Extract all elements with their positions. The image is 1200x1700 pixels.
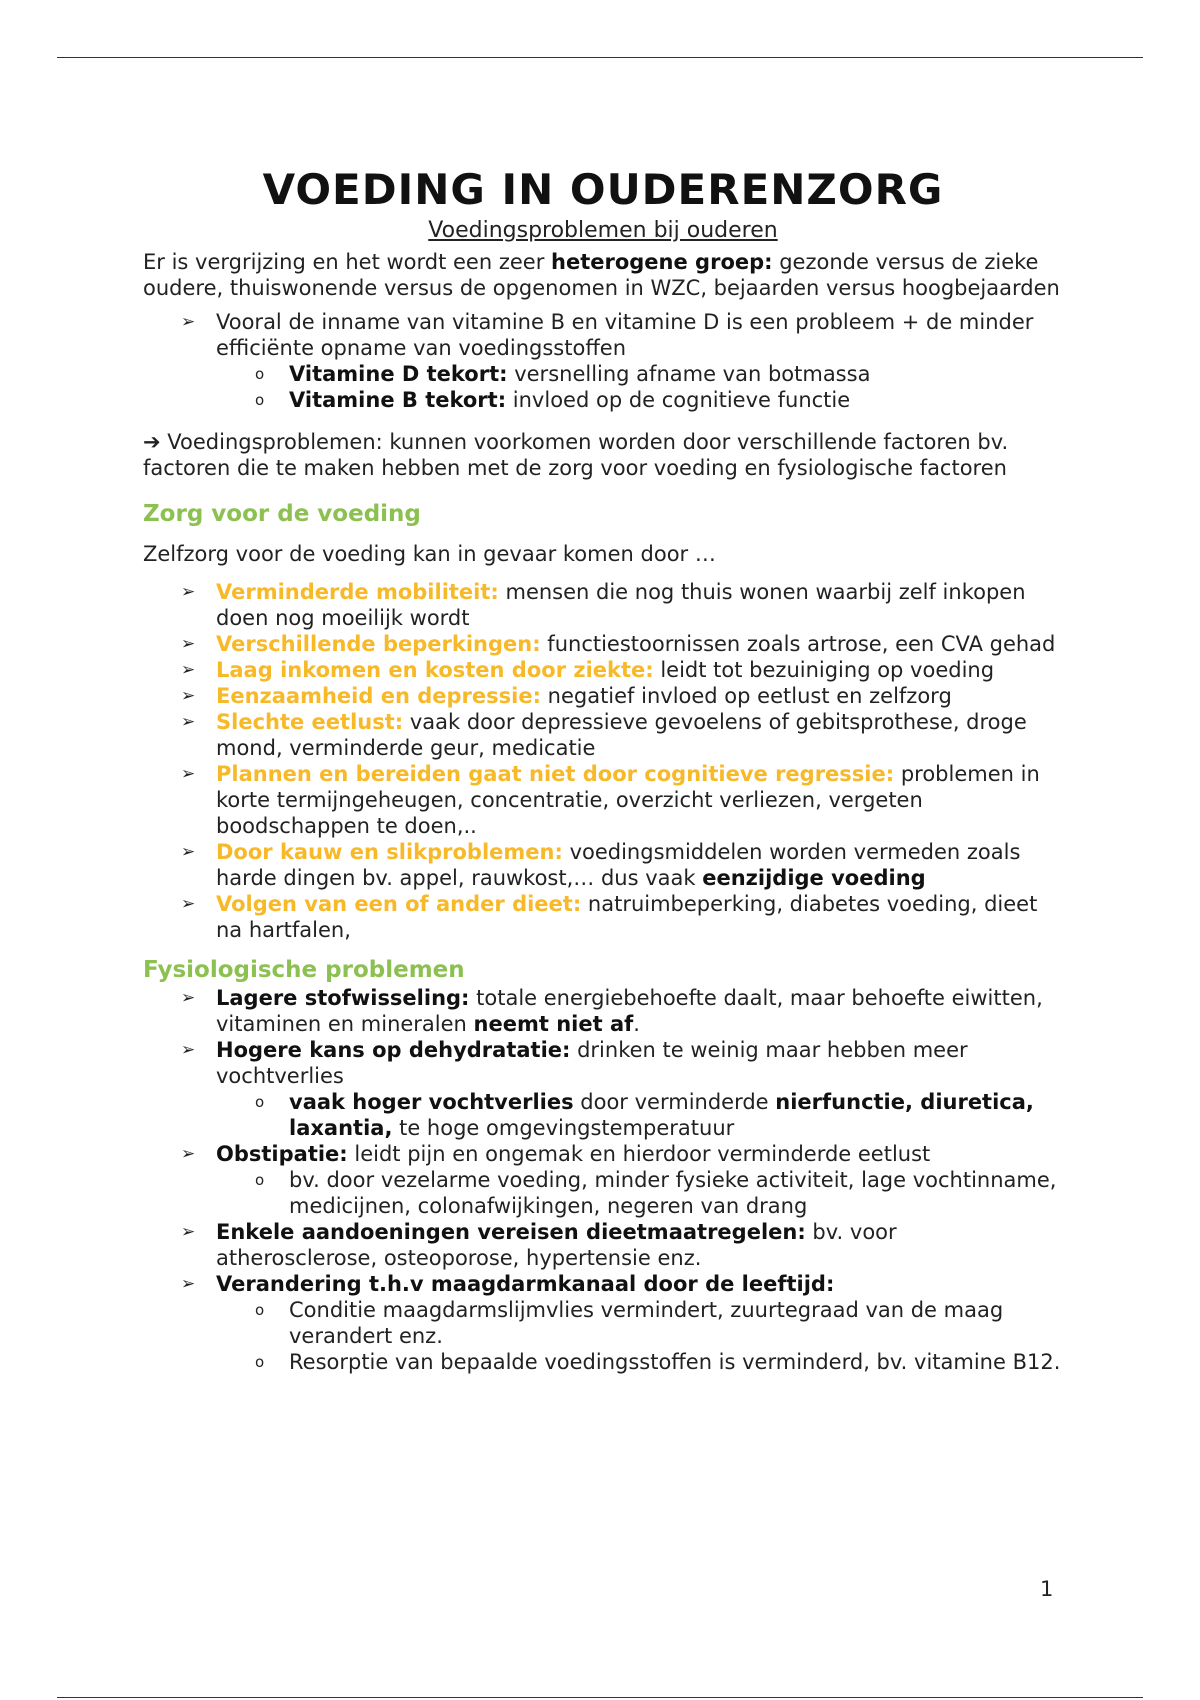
circle-bullet-icon: o <box>255 1093 265 1111</box>
footer-rule <box>57 1697 1143 1698</box>
list-item: ➢ Eenzaamheid en depressie: negatief invloed op eetlust en zelfzorg <box>181 684 952 708</box>
list-item: ➢ Verandering t.h.v maagdarmkanaal door de leeftijd: o Conditie maagdarmslijmvlies vermindert, zuurtegraad van de maag verandert enz. o Resorptie van bepaalde voedingsstoffen is verminderd, bv. vitamine B12. <box>143 1271 1063 1375</box>
arrow-bullet-icon: ➢ <box>181 686 196 706</box>
page-number: 1 <box>1040 1577 1054 1601</box>
section-heading-care: Zorg voor de voeding <box>143 501 421 527</box>
list-item: ➢ Door kauw en slikproblemen: voedingsmiddelen worden vermeden zoals harde dingen bv. appel, rauwkost,… dus vaak eenzijdige voeding <box>181 840 1021 890</box>
gut-sublist <box>216 1297 1063 1375</box>
list-item: ➢ Lagere stofwisseling: totale energiebehoefte daalt, maar behoefte eiwitten, vitaminen en mineralen neemt niet af. <box>181 986 1043 1036</box>
sub-list-item: o bv. door vezelarme voeding, minder fysieke activiteit, lage vochtinname, medicijnen, colonafwijkingen, negeren van drang <box>255 1168 1057 1218</box>
document-title: VOEDING IN OUDERENZORG <box>262 165 944 214</box>
factors-paragraph: ➔ Voedingsproblemen: kunnen voorkomen worden door verschillende factoren bv. factoren die te maken hebben met de zorg voor voeding en fysiologische factoren <box>143 430 1009 480</box>
arrow-right-icon: ➔ <box>143 430 161 454</box>
arrow-bullet-icon: ➢ <box>181 1144 196 1164</box>
list-item: ➢ Volgen van een of ander dieet: natruimbeperking, diabetes voeding, dieet na hartfalen, <box>181 892 1038 942</box>
list-item: ➢ Verminderde mobiliteit: mensen die nog thuis wonen waarbij zelf inkopen doen nog moeilijk wordt <box>181 580 1026 630</box>
list-item: ➢ Slechte eetlust: vaak door depressieve gevoelens of gebitsprothese, droge mond, verminderde geur, medicatie <box>181 710 1027 760</box>
constipation-sublist <box>216 1167 1063 1219</box>
intro-paragraph: Er is vergrijzing en het wordt een zeer heterogene groep: gezonde versus de zieke oudere, thuiswonende versus de opgenomen in WZC, bejaarden versus hoogbejaarden <box>143 250 1060 300</box>
circle-bullet-icon: o <box>255 365 265 383</box>
circle-bullet-icon: o <box>255 391 265 409</box>
list-item: ➢ Laag inkomen en kosten door ziekte: leidt tot bezuiniging op voeding <box>181 658 995 682</box>
arrow-bullet-icon: ➢ <box>181 712 196 732</box>
arrow-bullet-icon: ➢ <box>181 988 196 1008</box>
vitamin-list <box>143 309 1063 413</box>
arrow-bullet-icon: ➢ <box>181 894 196 914</box>
care-lead: Zelfzorg voor de voeding kan in gevaar komen door … <box>143 542 716 566</box>
arrow-bullet-icon: ➢ <box>181 1040 196 1060</box>
sub-list-item: o Vitamine D tekort: versnelling afname van botmassa <box>255 362 871 386</box>
arrow-bullet-icon: ➢ <box>181 582 196 602</box>
sub-list-item: o Vitamine B tekort: invloed op de cognitieve functie <box>255 388 851 412</box>
section-heading-physiological: Fysiologische problemen <box>143 957 465 983</box>
list-item: ➢ Vooral de inname van vitamine B en vitamine D is een probleem + de minder efficiënte opname van voedingsstoffen o Vitamine D tekort: versnelling afname van botmassa o Vitamine B tekort: invloed op de cognitieve functie <box>143 309 1063 413</box>
page-content <box>143 163 1063 1375</box>
dehydration-sublist <box>216 1089 1063 1141</box>
list-item: ➢ Plannen en bereiden gaat niet door cognitieve regressie: problemen in korte termijngeheugen, concentratie, overzicht verliezen, vergeten boodschappen te doen,.. <box>181 762 1040 838</box>
sub-list-item: o Resorptie van bepaalde voedingsstoffen is verminderd, bv. vitamine B12. <box>255 1350 1061 1374</box>
circle-bullet-icon: o <box>255 1353 265 1371</box>
circle-bullet-icon: o <box>255 1301 265 1319</box>
arrow-bullet-icon: ➢ <box>181 660 196 680</box>
physiological-list <box>143 985 1063 1375</box>
list-item: ➢ Verschillende beperkingen: functiestoornissen zoals artrose, een CVA gehad <box>181 632 1056 656</box>
circle-bullet-icon: o <box>255 1171 265 1189</box>
arrow-bullet-icon: ➢ <box>181 1222 196 1242</box>
vitamin-sublist <box>216 361 1063 413</box>
sub-list-item: o vaak hoger vochtverlies door verminderde nierfunctie, diuretica, laxantia, te hoge omgevingstemperatuur <box>255 1090 1034 1140</box>
document-subtitle: Voedingsproblemen bij ouderen <box>428 218 778 243</box>
list-item: ➢ Hogere kans op dehydratatie: drinken te weinig maar hebben meer vochtverlies o vaak hoger vochtverlies door verminderde nierfunctie, diuretica, laxantia, te hoge omgevingstemperatuur <box>143 1037 1063 1141</box>
sub-list-item: o Conditie maagdarmslijmvlies vermindert, zuurtegraad van de maag verandert enz. <box>255 1298 1004 1348</box>
arrow-bullet-icon: ➢ <box>181 634 196 654</box>
arrow-bullet-icon: ➢ <box>181 1274 196 1294</box>
list-item: ➢ Enkele aandoeningen vereisen dieetmaatregelen: bv. voor atherosclerose, osteoporose, hypertensie enz. <box>181 1220 897 1270</box>
care-list <box>143 579 1063 943</box>
header-rule <box>57 57 1143 58</box>
arrow-bullet-icon: ➢ <box>181 312 196 332</box>
list-item: ➢ Obstipatie: leidt pijn en ongemak en hierdoor verminderde eetlust o bv. door vezelarme voeding, minder fysieke activiteit, lage vochtinname, medicijnen, colonafwijkingen, negeren van drang <box>143 1141 1063 1219</box>
arrow-bullet-icon: ➢ <box>181 842 196 862</box>
arrow-bullet-icon: ➢ <box>181 764 196 784</box>
